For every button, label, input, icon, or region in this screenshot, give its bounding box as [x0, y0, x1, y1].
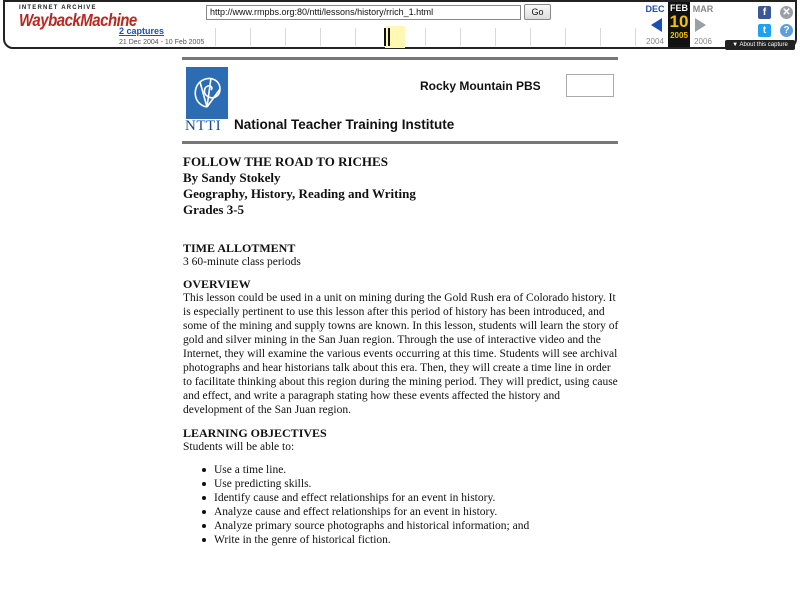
ntti-logo-icon[interactable] — [186, 67, 228, 119]
sparkline-tick — [600, 28, 601, 46]
ntti-logo-shell-icon — [186, 67, 228, 119]
wayback-captures-link[interactable]: 2 captures — [119, 26, 165, 36]
lesson-subjects: Geography, History, Reading and Writing — [183, 186, 416, 201]
wayback-url-input[interactable]: http://www.rmpbs.org:80/ntti/lessons/history/rrich_1.html — [206, 5, 521, 20]
learning-objectives-intro: Students will be able to: — [183, 441, 295, 453]
sparkline-capture-bar — [384, 28, 386, 46]
sparkline-tick — [460, 28, 461, 46]
header-divider-top — [182, 57, 618, 60]
wayback-prev-year[interactable]: 2004 — [646, 37, 664, 46]
sparkline-tick — [425, 28, 426, 46]
about-capture-button[interactable]: ▼ About this capture — [725, 40, 795, 50]
sparkline-capture-bar — [388, 28, 390, 46]
wayback-current-date — [668, 2, 690, 47]
wayback-go-button[interactable]: Go — [524, 4, 551, 20]
institute-name: National Teacher Training Institute — [234, 117, 455, 132]
sparkline-tick — [320, 28, 321, 46]
ntti-logo-text: NTTI — [185, 118, 222, 134]
list-item: Use a time line. — [200, 463, 619, 477]
wayback-toolbar — [3, 0, 797, 49]
wayback-next-arrow-icon[interactable] — [695, 18, 706, 32]
sparkline-tick — [635, 28, 636, 46]
sparkline-tick — [285, 28, 286, 46]
help-icon[interactable]: ? — [780, 24, 793, 37]
overview-heading: OVERVIEW — [183, 277, 251, 291]
wayback-logo[interactable] — [19, 5, 137, 31]
list-item: Write in the genre of historical fiction. — [200, 533, 619, 547]
overview-text: This lesson could be used in a unit on mining during the Gold Rush era of Colorado history. It is especially pertinent to use this lesson after this period of history has been introduced, and some of the mining and supply towns are known. In this lesson, students will learn the story of gold and silver mining in the San Juan region. Through the use of interactive video and the Internet, they will examine the various events occurring at this time. Students will see archival photographs and hear historians talk about this era. Then, they will create a time line in order to facilitate thinking about this region during the mining period. They will predict, using cause and effect, and write a paragraph stating how these events affected the history and development of the San Juan region. — [183, 292, 619, 416]
list-item: Analyze primary source photographs and historical information; and — [200, 519, 619, 533]
header-search-input[interactable] — [566, 74, 614, 97]
wayback-next-year[interactable]: 2006 — [694, 37, 712, 46]
close-icon[interactable]: ✕ — [780, 6, 793, 19]
sparkline-tick — [495, 28, 496, 46]
sparkline-tick — [215, 28, 216, 46]
sparkline-tick — [530, 28, 531, 46]
overview-section — [183, 277, 619, 417]
lesson-title-block — [183, 154, 619, 218]
facebook-icon[interactable]: f — [758, 6, 771, 19]
lesson-grades: Grades 3-5 — [183, 202, 245, 217]
learning-objectives-section — [183, 426, 619, 547]
wayback-prev-arrow-icon[interactable] — [651, 18, 662, 32]
wayback-current-month: FEB — [670, 3, 688, 13]
station-name: Rocky Mountain PBS — [420, 79, 541, 93]
lesson-title: FOLLOW THE ROAD TO RICHES — [183, 154, 388, 169]
learning-objectives-list — [200, 463, 619, 547]
time-allotment-text: 3 60-minute class periods — [183, 256, 301, 268]
wayback-current-year: 2005 — [670, 31, 688, 40]
learning-objectives-heading: LEARNING OBJECTIVES — [183, 426, 327, 440]
wayback-next-month[interactable]: MAR — [692, 4, 714, 14]
wayback-prev-month[interactable]: DEC — [645, 4, 665, 14]
sparkline-tick — [250, 28, 251, 46]
wayback-logo-top: INTERNET ARCHIVE — [19, 5, 97, 11]
wayback-logo-main: WaybackMachine — [19, 10, 137, 31]
sparkline-tick — [355, 28, 356, 46]
lesson-content — [183, 154, 619, 547]
time-allotment-heading: TIME ALLOTMENT — [183, 241, 296, 255]
sparkline-tick — [565, 28, 566, 46]
header-divider-bottom — [182, 141, 618, 144]
lesson-author: By Sandy Stokely — [183, 170, 281, 185]
wayback-current-day: 10 — [669, 12, 689, 31]
list-item: Identify cause and effect relationships for an event in history. — [200, 491, 619, 505]
list-item: Analyze cause and effect relationships for an event in history. — [200, 505, 619, 519]
list-item: Use predicting skills. — [200, 477, 619, 491]
wayback-capture-range: 21 Dec 2004 - 10 Feb 2005 — [119, 39, 205, 46]
time-allotment-section — [183, 241, 619, 269]
wayback-sparkline[interactable] — [215, 26, 639, 48]
twitter-icon[interactable]: t — [758, 24, 771, 37]
